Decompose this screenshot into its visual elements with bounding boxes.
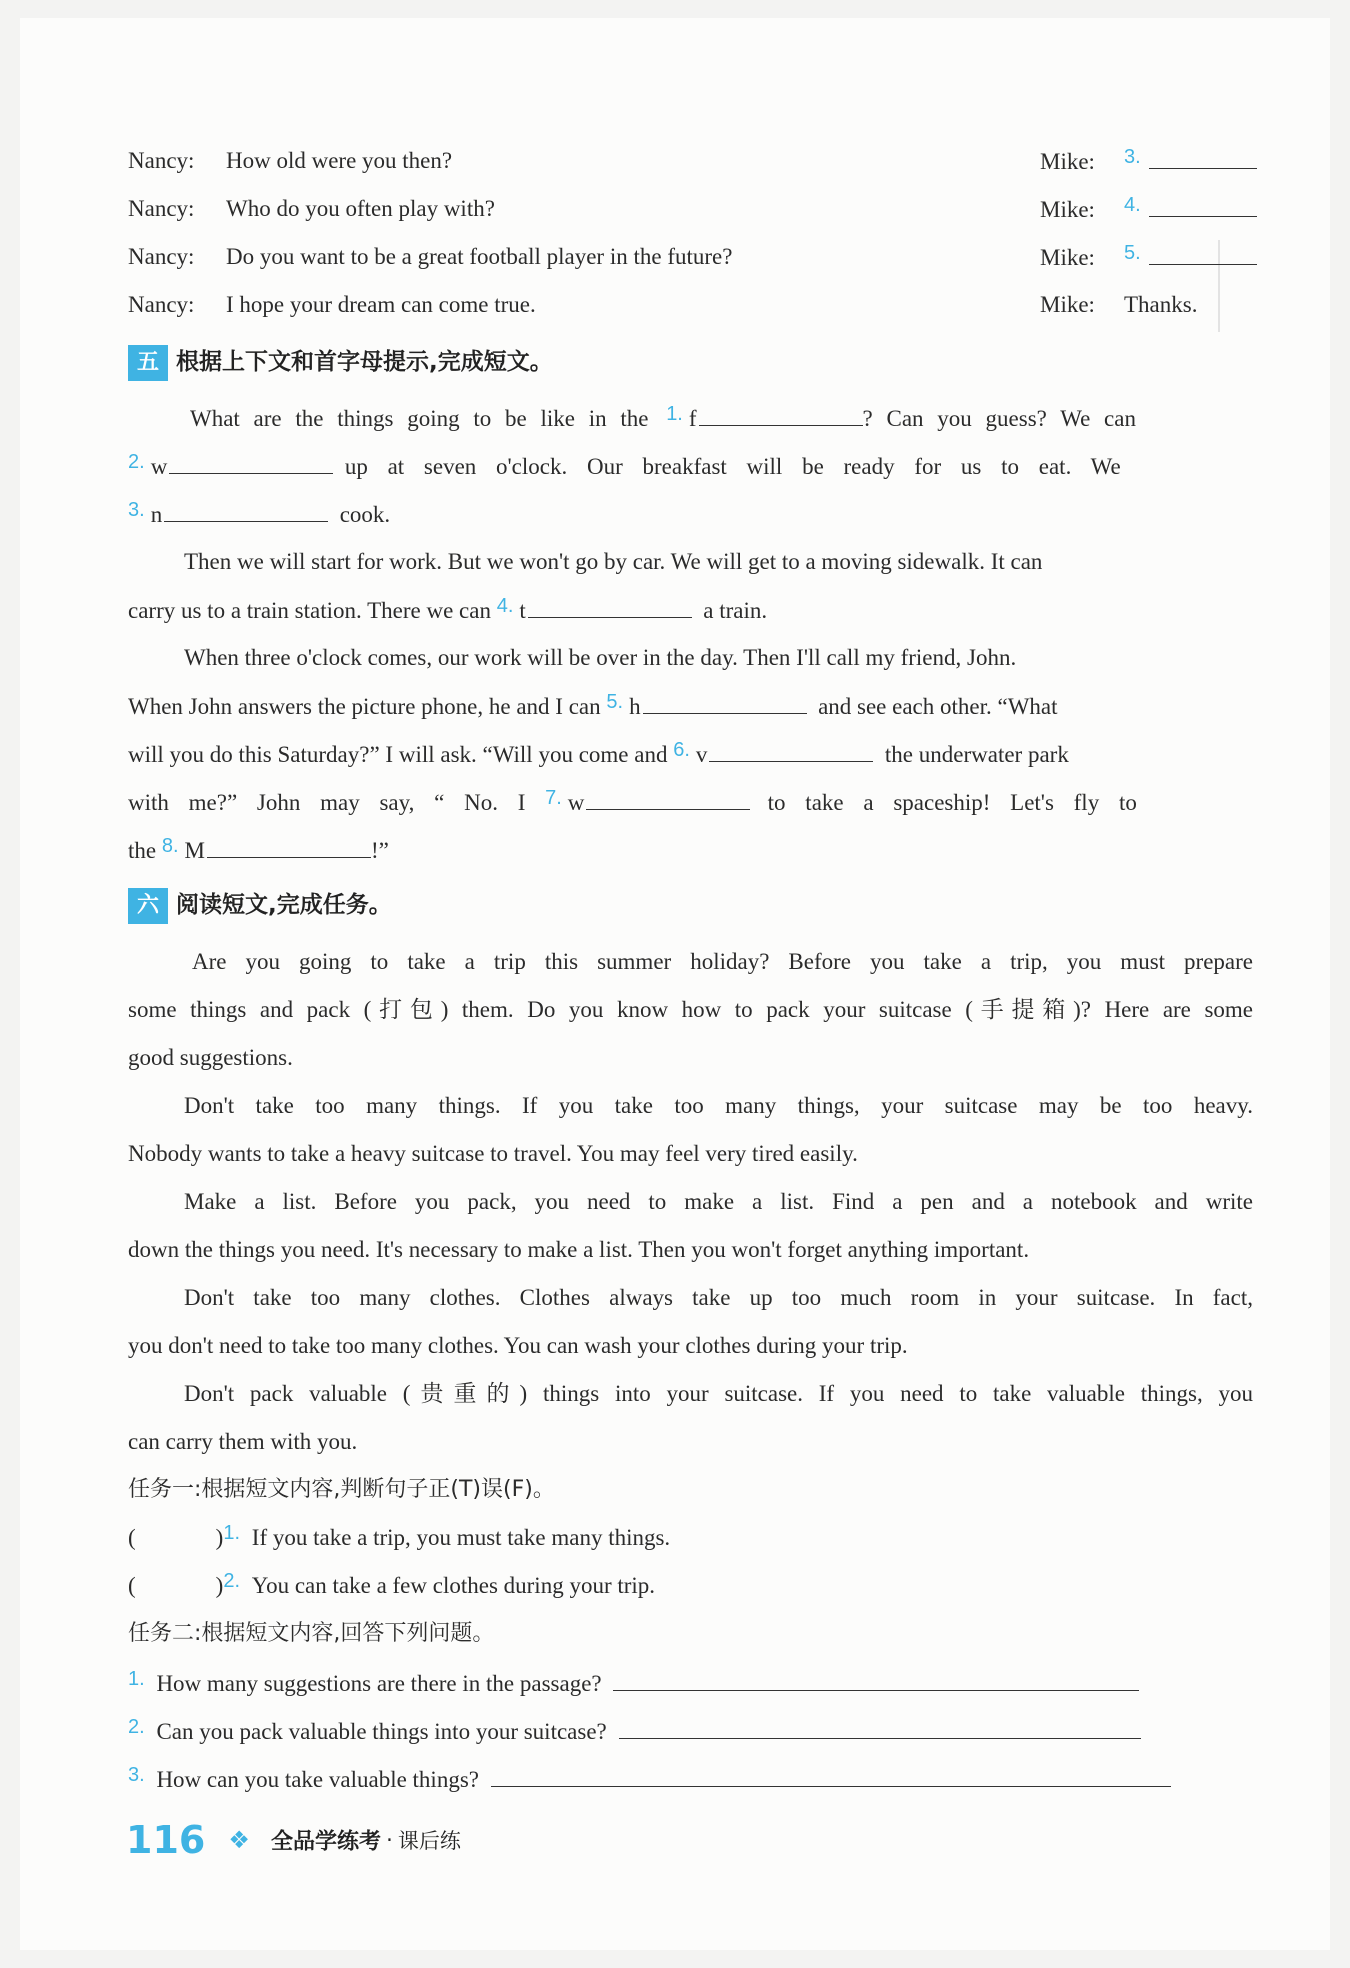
answer-blank[interactable] (1149, 194, 1257, 217)
reading-line: good suggestions. (128, 1045, 293, 1070)
dialogue-row: Nancy: How old were you then? Mike: 3. (128, 146, 1253, 176)
reading-line: Make a list. Before you pack, you need to make a list. Find a pen and a notebook and write (184, 1189, 1253, 1214)
section-six-heading (128, 886, 1253, 924)
brand-name: 全品学练考 (271, 1829, 382, 1855)
reading-line: some things and pack (打包) them. Do you know how to pack your suitcase (手提箱)? Here are some (128, 997, 1253, 1022)
answer-blank[interactable] (528, 595, 692, 618)
page-footer (126, 1818, 461, 1868)
reading-line: Don't pack valuable (贵重的) things into your suitcase. If you need to take valuable things, you (184, 1381, 1253, 1406)
answer-blank[interactable] (709, 739, 873, 762)
answer-blank[interactable] (1149, 146, 1257, 169)
answer-blank[interactable] (643, 691, 807, 714)
reading-line: Don't take too many clothes. Clothes always take up too much room in your suitcase. In fact, (184, 1285, 1253, 1310)
reading-line: Nobody wants to take a heavy suitcase to travel. You may feel very tired easily. (128, 1141, 858, 1166)
question-item: 3. How can you take valuable things? (128, 1764, 1253, 1796)
dialogue-row: Nancy: Do you want to be a great football player in the future? Mike: 5. (128, 242, 1253, 272)
answer-line[interactable] (619, 1716, 1141, 1739)
passage-line: 2. w up at seven o'clock. Our breakfast will be ready for us to eat. We (128, 451, 1121, 479)
question-item: 1. How many suggestions are there in the passage? (128, 1668, 1253, 1700)
passage-line: will you do this Saturday?” I will ask. “Will you come and 6. v the underwater park (128, 739, 1069, 767)
true-false-item: ( )1. If you take a trip, you must take many things. (128, 1522, 671, 1550)
diamond-cluster-icon: ❖ (228, 1826, 250, 1854)
answer-blank[interactable] (586, 787, 750, 810)
answer-line[interactable] (613, 1668, 1139, 1691)
dialogue-row: Nancy: I hope your dream can come true. Mike: Thanks. (128, 292, 1198, 317)
question-number: 4. (1124, 194, 1141, 216)
section-title: 根据上下文和首字母提示,完成短文。 (176, 349, 553, 375)
reading-line: can carry them with you. (128, 1429, 358, 1454)
question-number: 3. (1124, 146, 1141, 168)
reading-line: down the things you need. It's necessary to make a list. Then you won't forget anything important. (128, 1237, 1030, 1262)
answer-blank[interactable] (699, 403, 863, 426)
task-one-title: 任务一:根据短文内容,判断句子正(T)误(F)。 (128, 1477, 555, 1502)
section-badge: 五 (128, 345, 168, 381)
brand-separator: · (386, 1828, 393, 1852)
section-title: 阅读短文,完成任务。 (176, 892, 392, 918)
passage-line: with me?” John may say, “ No. I 7. w to take a spaceship! Let's fly to (128, 787, 1137, 815)
passage-line: What are the things going to be like in the 1. f ? Can you guess? We can (190, 403, 1136, 431)
section-five-heading (128, 343, 1253, 381)
passage-line: 3. n cook. (128, 499, 391, 527)
answer-blank[interactable] (164, 499, 328, 522)
true-false-item: ( )2. You can take a few clothes during your trip. (128, 1570, 656, 1598)
page-number: 116 (126, 1818, 206, 1862)
reading-line: you don't need to take too many clothes. You can wash your clothes during your trip. (128, 1333, 908, 1358)
section-badge: 六 (128, 888, 168, 924)
passage-line: When three o'clock comes, our work will be over in the day. Then I'll call my friend, John. (184, 645, 1017, 670)
passage-line: Then we will start for work. But we won't go by car. We will get to a moving sidewalk. It can (184, 549, 1043, 574)
reading-line: Don't take too many things. If you take too many things, your suitcase may be too heavy. (184, 1093, 1253, 1118)
answer-blank[interactable] (1149, 242, 1257, 265)
question-number: 5. (1124, 242, 1141, 264)
reading-line: Are you going to take a trip this summer holiday? Before you take a trip, you must prepare (192, 949, 1253, 974)
answer-blank[interactable] (169, 451, 333, 474)
answer-line[interactable] (491, 1764, 1171, 1787)
passage-line: the 8. M !” (128, 835, 389, 863)
dialogue-row: Nancy: Who do you often play with? Mike: 4. (128, 194, 1253, 224)
answer-blank[interactable] (207, 835, 371, 858)
question-item: 2. Can you pack valuable things into your suitcase? (128, 1716, 1253, 1748)
task-two-title: 任务二:根据短文内容,回答下列问题。 (128, 1621, 495, 1646)
passage-line: When John answers the picture phone, he and I can 5. h and see each other. “What (128, 691, 1058, 719)
passage-line: carry us to a train station. There we can 4. t a train. (128, 595, 768, 623)
brand-subtitle: 课后练 (397, 1829, 461, 1853)
